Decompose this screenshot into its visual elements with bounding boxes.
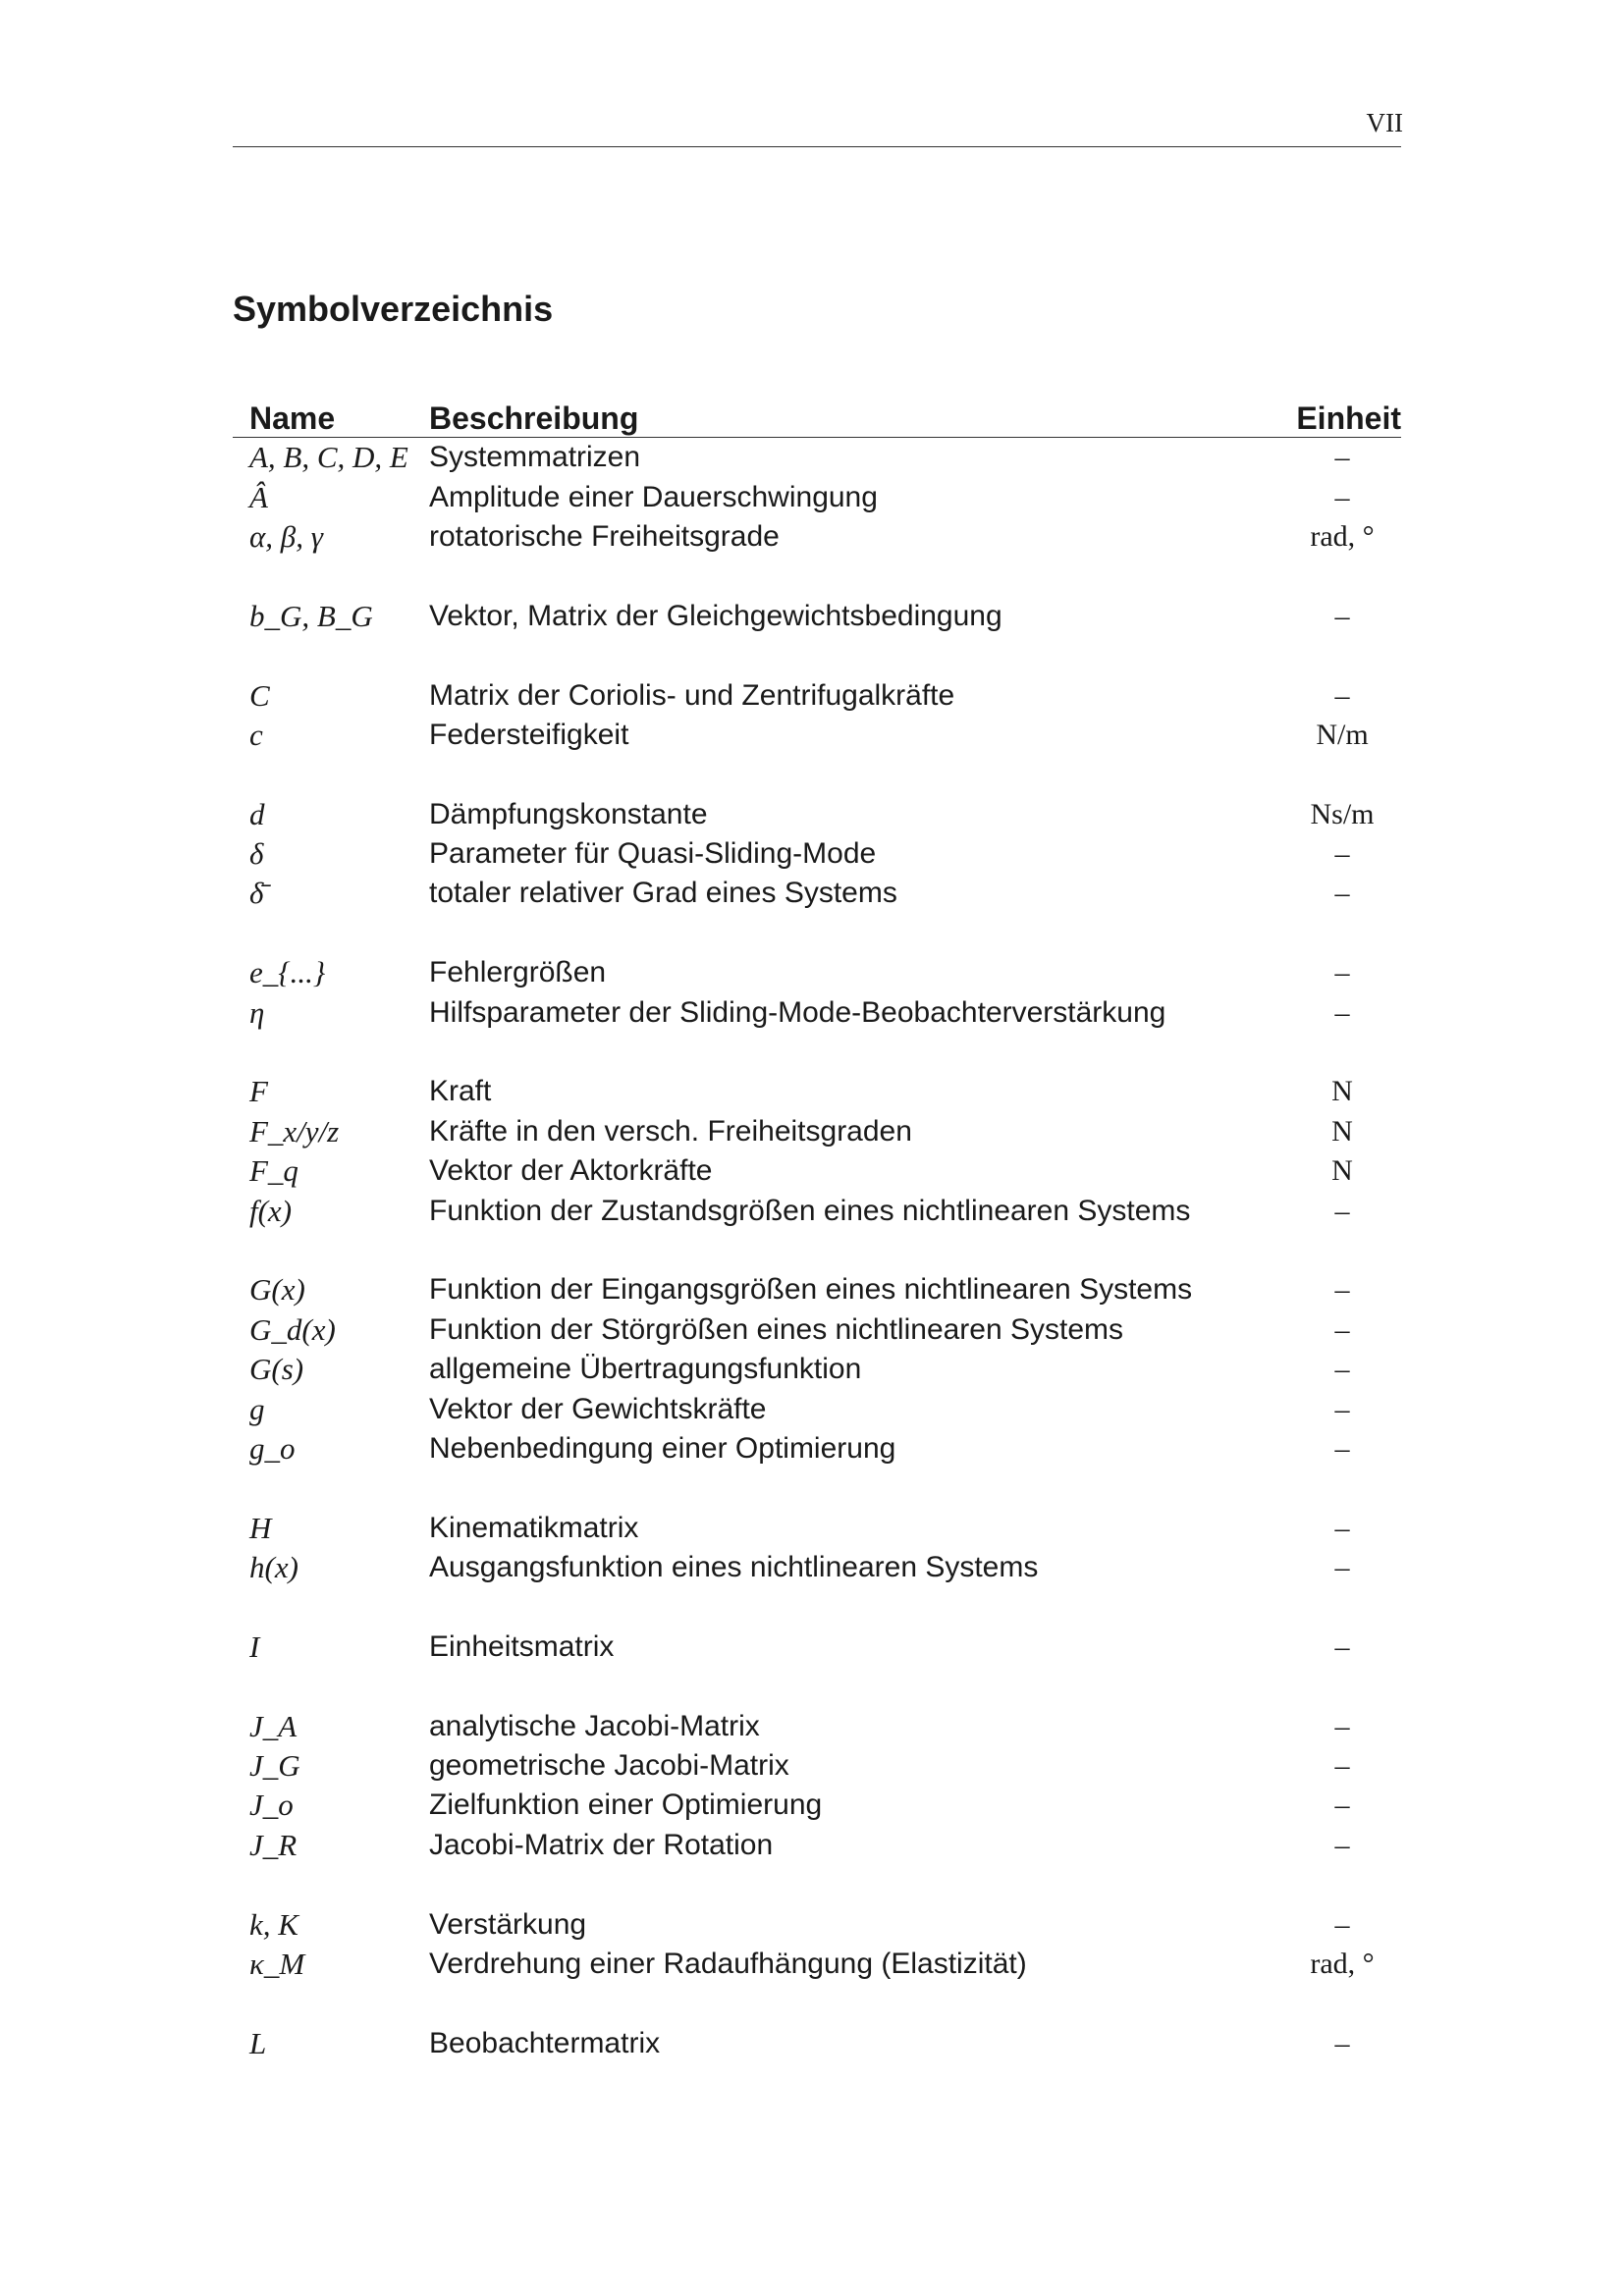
table-row — [233, 675, 1401, 715]
table-row — [233, 795, 1401, 834]
symbol-table — [233, 388, 1401, 2063]
unit-cell: – — [1334, 956, 1350, 989]
description-cell: Kinematikmatrix — [429, 1511, 639, 1544]
unit-cell: – — [1334, 877, 1350, 910]
table-row — [233, 1628, 1401, 1667]
unit-cell: rad, ° — [1310, 519, 1375, 553]
description-cell: Matrix der Coriolis- und Zentrifugalkräfte — [429, 678, 955, 712]
symbol-cell: α, β, γ — [249, 518, 323, 554]
description-cell: Kräfte in den versch. Freiheitsgraden — [429, 1114, 912, 1148]
symbol-cell: k, K — [249, 1906, 298, 1942]
table-row — [233, 477, 1401, 516]
symbol-cell: δ — [249, 836, 264, 872]
description-cell: Einheitsmatrix — [429, 1629, 615, 1663]
symbol-cell: J_o — [249, 1788, 294, 1823]
table-body — [233, 438, 1401, 2064]
table-row — [233, 1112, 1401, 1151]
table-row — [233, 992, 1401, 1032]
description-cell: Fehlergrößen — [429, 956, 607, 989]
table-row — [233, 1270, 1401, 1309]
unit-cell: – — [1334, 837, 1350, 871]
table-row — [233, 1746, 1401, 1786]
table-row — [233, 1310, 1401, 1350]
table-row — [233, 1904, 1401, 1944]
description-cell: Amplitude einer Dauerschwingung — [429, 480, 878, 513]
table-spacer-row — [233, 1984, 1401, 2023]
description-cell: Verdrehung einer Radaufhängung (Elastizität) — [429, 1948, 1027, 1981]
header-description: Beschreibung — [429, 388, 1283, 438]
table-row — [233, 1191, 1401, 1230]
table-row — [233, 1151, 1401, 1191]
symbol-cell: G(x) — [249, 1272, 305, 1308]
description-cell: Systemmatrizen — [429, 441, 641, 474]
symbol-cell: κ_M — [249, 1947, 305, 1982]
table-spacer-row — [233, 1231, 1401, 1270]
table-row — [233, 874, 1401, 913]
unit-cell: – — [1334, 1273, 1350, 1307]
table-spacer-row — [233, 557, 1401, 596]
unit-cell: – — [1334, 995, 1350, 1029]
symbol-cell: Â — [249, 479, 268, 514]
description-cell: Vektor der Gewichtskräfte — [429, 1392, 767, 1425]
header-unit: Einheit — [1283, 388, 1401, 438]
unit-cell: Ns/m — [1310, 797, 1375, 830]
unit-cell: N/m — [1316, 718, 1369, 751]
unit-cell: N — [1331, 1075, 1353, 1108]
chapter-title: Symbolverzeichnis — [233, 289, 554, 329]
unit-cell: N — [1331, 1114, 1353, 1148]
unit-cell: – — [1334, 1511, 1350, 1544]
symbol-cell: η — [249, 994, 265, 1030]
description-cell: Ausgangsfunktion eines nichtlinearen Systems — [429, 1551, 1039, 1584]
page-number: VII — [1366, 108, 1403, 137]
header-rule — [233, 146, 1401, 147]
symbol-cell: F — [249, 1074, 268, 1109]
symbol-cell: δ̄ — [249, 876, 264, 911]
symbol-cell: b_G, B_G — [249, 598, 373, 633]
table-row — [233, 597, 1401, 636]
symbol-cell: f(x) — [249, 1193, 293, 1228]
unit-cell: – — [1334, 1907, 1350, 1941]
description-cell: Funktion der Störgrößen eines nichtlinearen Systems — [429, 1312, 1124, 1346]
table-spacer-row — [233, 1033, 1401, 1072]
unit-cell: rad, ° — [1310, 1948, 1375, 1981]
table-row — [233, 716, 1401, 755]
description-cell: allgemeine Übertragungsfunktion — [429, 1353, 862, 1386]
description-cell: analytische Jacobi-Matrix — [429, 1709, 760, 1742]
table-row — [233, 1786, 1401, 1825]
unit-cell: – — [1334, 1629, 1350, 1663]
table-spacer-row — [233, 1587, 1401, 1627]
table-row — [233, 953, 1401, 992]
table-row — [233, 834, 1401, 874]
table-row — [233, 1707, 1401, 1746]
table-spacer-row — [233, 755, 1401, 794]
description-cell: Parameter für Quasi-Sliding-Mode — [429, 837, 877, 871]
symbol-cell: g — [249, 1391, 265, 1426]
description-cell: Zielfunktion einer Optimierung — [429, 1789, 823, 1822]
unit-cell: – — [1334, 1828, 1350, 1861]
unit-cell: – — [1334, 1312, 1350, 1346]
description-cell: Hilfsparameter der Sliding-Mode-Beobachterverstärkung — [429, 995, 1166, 1029]
description-cell: Kraft — [429, 1075, 492, 1108]
description-cell: Jacobi-Matrix der Rotation — [429, 1828, 774, 1861]
description-cell: geometrische Jacobi-Matrix — [429, 1749, 789, 1783]
unit-cell: – — [1334, 1551, 1350, 1584]
table-spacer-row — [233, 1667, 1401, 1706]
header-name: Name — [233, 388, 429, 438]
symbol-cell: J_R — [249, 1827, 298, 1862]
symbol-cell: e_{...} — [249, 955, 326, 990]
table-row — [233, 517, 1401, 557]
symbol-cell: F_x/y/z — [249, 1113, 340, 1148]
description-cell: Beobachtermatrix — [429, 2026, 661, 2059]
unit-cell: – — [1334, 1194, 1350, 1227]
unit-cell: – — [1334, 480, 1350, 513]
description-cell: Federsteifigkeit — [429, 718, 629, 751]
description-cell: Funktion der Eingangsgrößen eines nichtlinearen Systems — [429, 1273, 1193, 1307]
unit-cell: – — [1334, 599, 1350, 632]
table-row — [233, 1945, 1401, 1984]
unit-cell: – — [1334, 2026, 1350, 2059]
table-row — [233, 1350, 1401, 1389]
symbol-cell: d — [249, 796, 265, 831]
description-cell: totaler relativer Grad eines Systems — [429, 877, 897, 910]
symbol-cell: H — [249, 1510, 272, 1545]
unit-cell: – — [1334, 441, 1350, 474]
table-row — [233, 1509, 1401, 1548]
table-row — [233, 1429, 1401, 1468]
description-cell: rotatorische Freiheitsgrade — [429, 519, 780, 553]
unit-cell: – — [1334, 1789, 1350, 1822]
table-spacer-row — [233, 1468, 1401, 1508]
description-cell: Funktion der Zustandsgrößen eines nichtlinearen Systems — [429, 1194, 1191, 1227]
table-row — [233, 1072, 1401, 1111]
table-header-row — [233, 388, 1401, 438]
symbol-cell: A, B, C, D, E — [249, 440, 408, 475]
description-cell: Dämpfungskonstante — [429, 797, 708, 830]
unit-cell: – — [1334, 1709, 1350, 1742]
symbol-cell: J_G — [249, 1748, 300, 1784]
table-spacer-row — [233, 1865, 1401, 1904]
symbol-cell: J_A — [249, 1708, 298, 1743]
table-spacer-row — [233, 636, 1401, 675]
symbol-cell: G_d(x) — [249, 1311, 336, 1347]
unit-cell: – — [1334, 1431, 1350, 1465]
unit-cell: – — [1334, 1353, 1350, 1386]
description-cell: Vektor der Aktorkräfte — [429, 1154, 713, 1188]
description-cell: Verstärkung — [429, 1907, 587, 1941]
symbol-cell: L — [249, 2025, 267, 2060]
table-row — [233, 1548, 1401, 1587]
description-cell: Nebenbedingung einer Optimierung — [429, 1431, 896, 1465]
symbol-cell: h(x) — [249, 1550, 298, 1585]
symbol-cell: c — [249, 717, 263, 752]
symbol-cell: I — [249, 1629, 260, 1664]
unit-cell: – — [1334, 678, 1350, 712]
symbol-cell: F_q — [249, 1153, 298, 1189]
unit-cell: N — [1331, 1154, 1353, 1188]
symbol-cell: G(s) — [249, 1352, 304, 1387]
symbol-cell: C — [249, 677, 270, 713]
table-row — [233, 438, 1401, 478]
symbol-cell: g_o — [249, 1430, 296, 1466]
table-row — [233, 1389, 1401, 1428]
table-spacer-row — [233, 914, 1401, 953]
unit-cell: – — [1334, 1392, 1350, 1425]
table-row — [233, 1826, 1401, 1865]
description-cell: Vektor, Matrix der Gleichgewichtsbedingung — [429, 599, 1002, 632]
unit-cell: – — [1334, 1749, 1350, 1783]
table-row — [233, 2024, 1401, 2063]
